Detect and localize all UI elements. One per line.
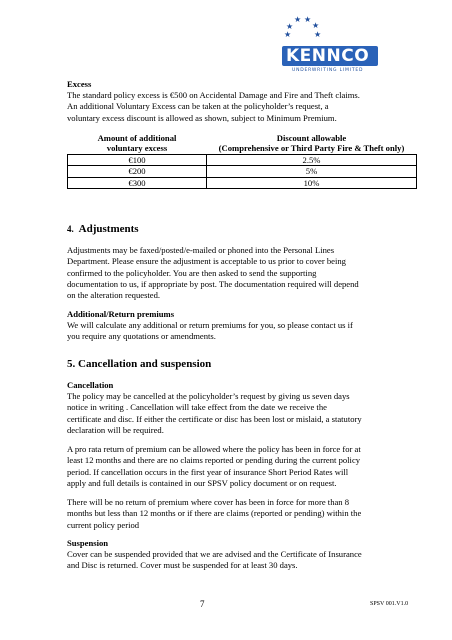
logo-brand-text: KENNCO <box>286 46 370 66</box>
text-line: declaration will be required. <box>67 424 164 435</box>
text-line: on the alteration requested. <box>67 290 161 301</box>
excess-paragraph <box>67 90 397 124</box>
text-line: The standard policy excess is €500 on Accidental Damage and Fire and Theft claims. <box>67 90 360 100</box>
text-line: We will calculate any additional or return premiums for you, so please contact us if <box>67 320 353 330</box>
text-line: A pro rata return of premium can be allowed where the policy has been in force for at <box>67 444 361 454</box>
table-cell-discount: 5% <box>207 166 417 177</box>
section-number: 4. <box>67 224 74 234</box>
text-line: Adjustments may be faxed/posted/e-mailed or phoned into the Personal Lines <box>67 245 335 255</box>
star-cluster-icon: ★ ★ ★ ★ ★ ★ <box>284 15 322 39</box>
voluntary-excess-table <box>67 133 417 189</box>
logo-wordmark <box>282 46 378 66</box>
table-row <box>68 154 417 165</box>
table-header-discount: Discount allowable (Comprehensive or Third Party Fire & Theft only) <box>207 133 417 154</box>
text-line: notice in writing . Cancellation will take effect from the date we receive the <box>67 402 327 413</box>
page-number: 7 <box>200 599 205 609</box>
text-line: period. If cancellation occurs in the first year of insurance Short Period Rates will <box>67 466 349 477</box>
text-line: The policy may be cancelled at the policyholder’s request by giving us seven days <box>67 391 350 401</box>
text-line: apply and full details is contained in our SPSV policy document or on request. <box>67 477 337 488</box>
additional-return-paragraph <box>67 320 397 343</box>
prorata-paragraph <box>67 444 397 489</box>
text-line: months but less than 12 months or if there are claims (reported or pending) within the <box>67 508 362 519</box>
cancellation-paragraph <box>67 391 397 436</box>
cancellation-heading: Cancellation <box>67 380 114 390</box>
table-row <box>68 177 417 188</box>
kennco-logo <box>282 16 406 76</box>
logo-tagline: UNDERWRITING LIMITED <box>292 68 364 73</box>
table-cell-amount: €200 <box>68 166 207 177</box>
table-cell-discount: 2.5% <box>207 154 417 165</box>
text-line: you require any quotations or amendments. <box>67 331 216 342</box>
suspension-paragraph <box>67 549 397 572</box>
adjustments-heading <box>67 223 139 236</box>
text-line: An additional Voluntary Excess can be taken at the policyholder’s request, a <box>67 101 329 112</box>
text-line: documentation to us, if appropriate by post. The documentation required will depend <box>67 278 359 289</box>
table-row <box>68 166 417 177</box>
document-reference: SPSV 001.V1.0 <box>370 601 409 607</box>
text-line: least 12 months and there are no claims reported or pending during the current policy <box>67 455 361 466</box>
text-line: Cover can be suspended provided that we are advised and the Certificate of Insurance <box>67 549 362 559</box>
text-line: voluntary excess discount is allowed as shown, subject to Minimum Premium. <box>67 112 337 123</box>
adjustments-paragraph <box>67 245 397 301</box>
table-cell-discount: 10% <box>207 177 417 188</box>
text-line: There will be no return of premium where cover has been in force for more than 8 <box>67 497 350 507</box>
text-line: confirmed to the policyholder. You are then asked to send the supporting <box>67 267 317 278</box>
additional-return-heading: Additional/Return premiums <box>67 309 175 319</box>
suspension-heading: Suspension <box>67 538 109 548</box>
text-line: Department. Please ensure the adjustment is acceptable to us prior to cover being <box>67 256 346 267</box>
cancellation-section-heading: 5. Cancellation and suspension <box>67 358 212 370</box>
excess-heading: Excess <box>67 79 92 89</box>
text-line: and Disc is returned. Cover must be suspended for at least 30 days. <box>67 560 298 571</box>
text-line: current policy period <box>67 519 140 530</box>
table-cell-amount: €100 <box>68 154 207 165</box>
no-return-paragraph <box>67 497 397 531</box>
text-line: certificate and disc. If either the certificate or disc has been lost or mislaid, a statutory <box>67 413 362 424</box>
section-title: Adjustments <box>78 223 139 235</box>
table-cell-amount: €300 <box>68 177 207 188</box>
table-header-amount: Amount of additional voluntary excess <box>68 133 207 154</box>
